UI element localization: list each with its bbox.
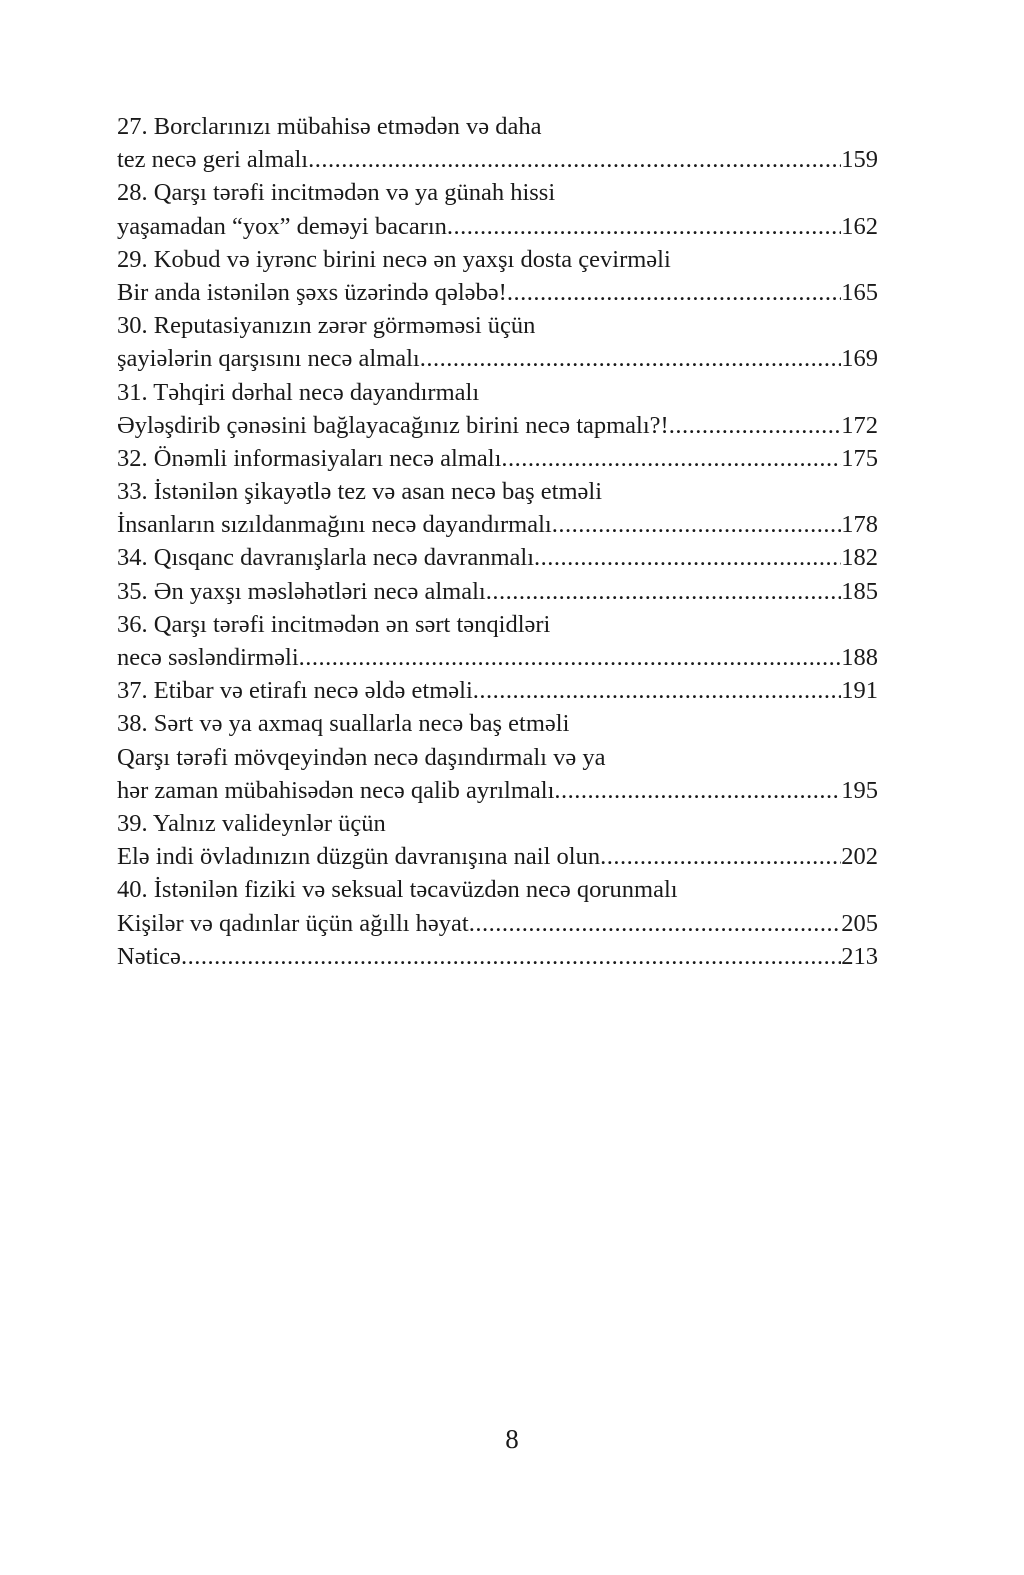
toc-entry-line [117, 143, 878, 176]
toc-entry-line [117, 674, 878, 707]
toc-entry-page: 169 [841, 345, 878, 373]
toc-entry-line [117, 541, 878, 574]
toc-entry-title: 28. Qarşı tərəfi incitmədən və ya günah hissi [117, 179, 556, 207]
dot-leader [534, 541, 841, 574]
toc-entry-text: yaşamadan “yox” deməyi bacarın [117, 212, 447, 240]
toc-entry-title: 31. Təhqiri dərhal necə dayandırmalı [117, 378, 480, 406]
toc-entry-text: Kişilər və qadınlar üçün ağıllı həyat [117, 909, 469, 937]
dot-leader [554, 774, 841, 807]
toc-entry-title: 36. Qarşı tərəfi incitmədən ən sərt tənqidləri [117, 610, 551, 638]
dot-leader [308, 143, 841, 176]
toc-entry-text: 34. Qısqanc davranışlarla necə davranmalı [117, 544, 535, 572]
toc-entry-line [117, 342, 878, 375]
toc-entry-title: Qarşı tərəfi mövqeyindən necə daşındırmalı və ya [117, 743, 606, 771]
toc-entry-line [117, 508, 878, 541]
toc-entry-text: Elə indi övladınızın düzgün davranışına nail olun [117, 843, 601, 871]
dot-leader [420, 342, 842, 375]
toc-entry-text: 37. Etibar və etirafı necə əldə etməli [117, 677, 473, 705]
toc-entry-title: 30. Reputasiyanızın zərər görməməsi üçün [117, 312, 536, 340]
dot-leader [181, 940, 841, 973]
toc-entry-page: 185 [841, 577, 878, 605]
dot-leader [299, 641, 842, 674]
toc-entry-line [117, 940, 878, 973]
toc-entry-title: 29. Kobud və iyrənc birini necə ən yaxşı dosta çevirməli [117, 245, 671, 273]
toc-entry-page: 213 [841, 942, 878, 970]
toc-entry-page: 162 [841, 212, 878, 240]
toc-entry-line [117, 210, 878, 243]
toc-entry-page: 182 [841, 544, 878, 572]
toc-entry-line [117, 641, 878, 674]
dot-leader [447, 210, 841, 243]
toc-entry-text: hər zaman mübahisədən necə qalib ayrılmalı [117, 776, 555, 804]
toc-entry-title: 33. İstənilən şikayətlə tez və asan necə baş etməli [117, 478, 603, 506]
toc-entry-line [117, 907, 878, 940]
toc-entry-title: 40. İstənilən fiziki və seksual təcavüzdən necə qorunmalı [117, 876, 678, 904]
toc-entry-page: 188 [841, 644, 878, 671]
toc-entry-page: 178 [841, 511, 878, 539]
dot-leader [552, 508, 842, 541]
toc-entry-text: Bir anda istənilən şəxs üzərində qələbə! [117, 278, 507, 306]
table-of-contents [117, 110, 878, 973]
toc-entry-line [117, 840, 878, 873]
dot-leader [473, 674, 841, 707]
toc-entry-text: İnsanların sızıldanmağını necə dayandırmalı [117, 511, 552, 539]
toc-entry-text: necə səsləndirməli [117, 644, 299, 671]
toc-entry-page: 202 [841, 843, 878, 871]
dot-leader [600, 840, 841, 873]
toc-entry-text: Nəticə [117, 942, 181, 970]
dot-leader [486, 575, 842, 608]
toc-entry-title: 38. Sərt və ya axmaq suallarla necə baş etməli [117, 710, 570, 738]
page-number: 8 [505, 1424, 519, 1454]
toc-entry-line [117, 409, 878, 442]
toc-entry-page: 191 [841, 677, 878, 705]
toc-entry-title: 39. Yalnız valideynlər üçün [117, 809, 386, 837]
toc-entry-page: 172 [841, 411, 878, 439]
toc-entry-line [117, 276, 878, 309]
toc-entry-text: tez necə geri almalı [117, 146, 309, 174]
toc-entry-line [117, 442, 878, 475]
dot-leader [669, 409, 842, 442]
toc-entry-page: 205 [841, 909, 878, 937]
dot-leader [507, 276, 841, 309]
toc-entry-page: 175 [841, 444, 878, 472]
toc-entry-text: Əyləşdirib çənəsini bağlayacağınız birini necə tapmalı?! [117, 411, 669, 439]
dot-leader [501, 442, 841, 475]
toc-entry-line [117, 774, 878, 807]
toc-entry-title: 27. Borclarınızı mübahisə etmədən və daha [117, 113, 542, 140]
toc-entry-text: 35. Ən yaxşı məsləhətləri necə almalı [117, 577, 486, 605]
toc-entry-page: 195 [841, 776, 878, 804]
toc-entry-text: 32. Önəmli informasiyaları necə almalı [117, 444, 502, 472]
toc-entry-page: 165 [841, 278, 878, 306]
toc-entry-page: 159 [841, 146, 878, 174]
toc-entry-text: şayiələrin qarşısını necə almalı [117, 345, 420, 373]
dot-leader [469, 907, 842, 940]
toc-entry-line [117, 575, 878, 608]
